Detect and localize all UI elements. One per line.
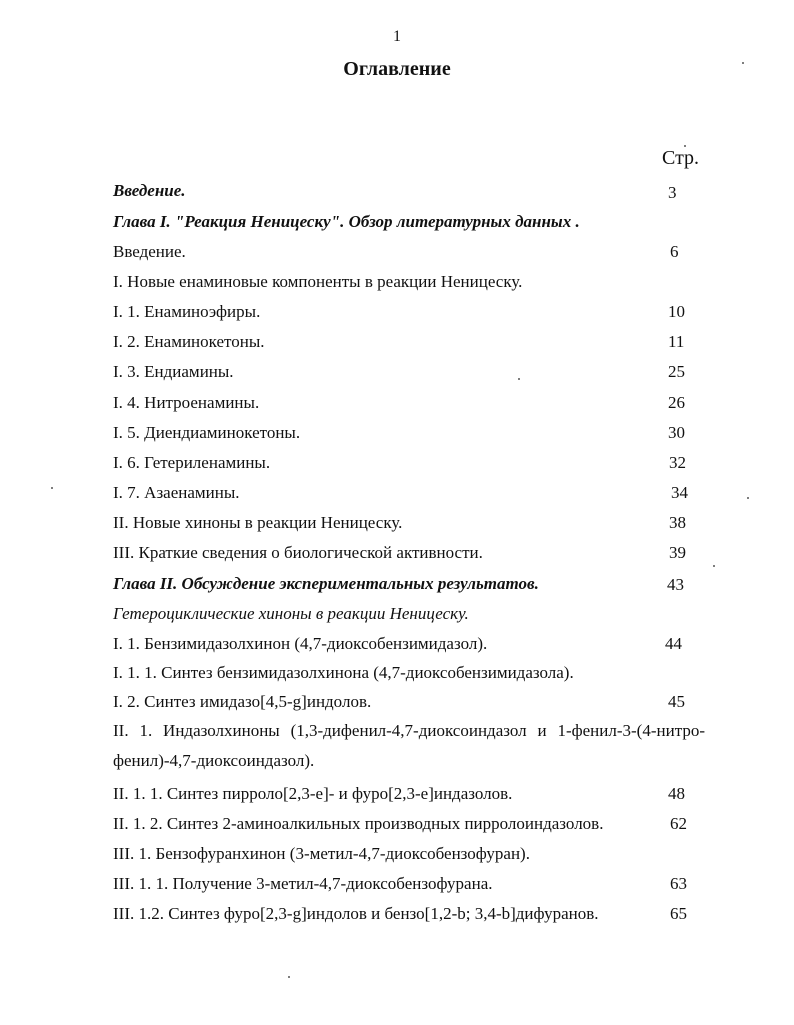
toc-entry-page: 62 [670, 814, 687, 833]
toc-entry-page: 32 [669, 453, 686, 472]
toc-entry-text: Гетероциклические хиноны в реакции Неницеску. [113, 604, 469, 623]
toc-entry-text: II. 1. Индазолхиноны (1,3-дифенил-4,7-диоксоиндазол и 1-фенил-3-(4-нитро-фенил)-4,7-диоксоиндазол). [113, 721, 705, 770]
toc-entry-text: I. Новые енаминовые компоненты в реакции Неницеску. [113, 272, 523, 291]
scan-speck [747, 497, 749, 499]
toc-entry-page: 63 [670, 874, 687, 893]
toc-entry-page: 48 [668, 784, 685, 803]
toc-entry-text: I. 6. Гетериленамины. [113, 453, 271, 472]
toc-entry-page: 26 [668, 393, 685, 412]
toc-entry-text: Введение. [113, 242, 186, 261]
toc-entry-text: I. 2. Енаминокетоны. [113, 332, 265, 351]
toc-entry-text: II. Новые хиноны в реакции Неницеску. [113, 513, 403, 532]
scan-speck [51, 487, 53, 489]
toc-entry-page: 45 [668, 692, 685, 711]
toc-entry-text: I. 4. Нитроенамины. [113, 393, 260, 412]
toc-entry-page: 43 [667, 575, 684, 594]
toc-entry-page: 65 [670, 904, 687, 923]
page-column-header: Стр. [662, 147, 700, 169]
toc-entry-text: II. 1. 1. Синтез пирроло[2,3-е]- и фуро[2,3-е]индазолов. [113, 784, 513, 803]
toc-entry-page: 34 [671, 483, 688, 502]
scan-speck [742, 62, 744, 64]
toc-entry-text: III. 1.2. Синтез фуро[2,3-g]индолов и бензо[1,2-b; 3,4-b]дифуранов. [113, 904, 599, 923]
scan-speck [713, 565, 715, 567]
toc-entry-page: 10 [668, 302, 685, 321]
toc-entry-text: I. 1. Енаминоэфиры. [113, 302, 261, 321]
toc-entry-page: 39 [669, 543, 686, 562]
toc-entry-text: III. 1. Бензофуранхинон (3-метил-4,7-диоксобензофуран). [113, 844, 530, 863]
toc-entry-text: III. Краткие сведения о биологической активности. [113, 543, 483, 562]
scan-speck [288, 976, 290, 978]
toc-entry-page: 3 [668, 183, 677, 202]
toc-entry-text: I. 3. Ендиамины. [113, 362, 234, 381]
toc-entry-text: I. 1. Бензимидазолхинон (4,7-диоксобензимидазол). [113, 634, 488, 653]
toc-entry-page: 44 [665, 634, 682, 653]
toc-entry-page: 30 [668, 423, 685, 442]
toc-entry-text: I. 7. Азаенамины. [113, 483, 240, 502]
toc-entry-text: Глава I. "Реакция Неницеску". Обзор литературных данных . [113, 212, 580, 231]
page-title: Оглавление [343, 58, 451, 80]
toc-entry-text: III. 1. 1. Получение 3-метил-4,7-диоксобензофурана. [113, 874, 493, 893]
toc-entry-page: 6 [670, 242, 679, 261]
toc-entry-page: 25 [668, 362, 685, 381]
toc-entry-text: Введение. [113, 181, 186, 200]
toc-entry-text: I. 5. Диендиаминокетоны. [113, 423, 301, 442]
page-number: 1 [393, 28, 401, 45]
toc-entry-text: Глава II. Обсуждение экспериментальных результатов. [113, 574, 539, 593]
scan-speck [518, 378, 520, 380]
toc-entry-text: I. 1. 1. Синтез бензимидазолхинона (4,7-диоксобензимидазола). [113, 663, 574, 682]
scan-speck [684, 145, 686, 147]
toc-entry-page: 38 [669, 513, 686, 532]
toc-entry-text: I. 2. Синтез имидазо[4,5-g]индолов. [113, 692, 372, 711]
toc-entry-page: 11 [668, 332, 685, 351]
toc-entry-text: II. 1. 2. Синтез 2-аминоалкильных производных пирролоиндазолов. [113, 814, 604, 833]
